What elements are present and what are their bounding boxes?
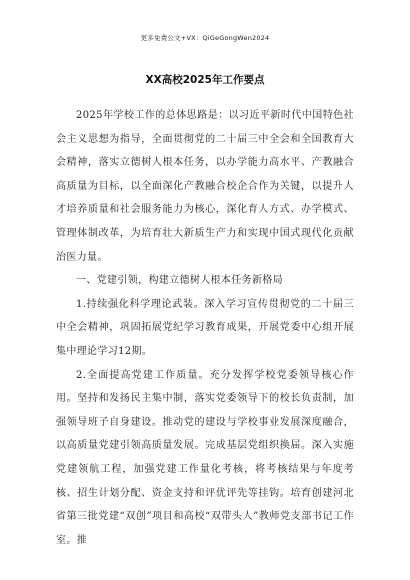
document-title: XX高校2025年工作要点 [145,74,265,86]
header-note: 更多免费公文+VX：QiGeGongWen2024 [140,34,270,42]
document-body [56,104,354,552]
item-paragraph-2: 2.全面提高党建工作质量。充分发挥学校党委领导核心作用。坚持和发扬民主集中制，落实党委领导下的校长负责制，加强领导班子自身建设。推动党的建设与学校事业发展深度融合，以高质量党建引领高质量发展。完成基层党组织换届。深入实施党建领航工程，加强党建工作量化考核，将考核结果与年度考核、招生计划分配、资金支持和评优评先等挂钩。培育创建河北省第三批党建“双创”项目和高校“双带头人”教师党支部书记工作室。推 [56,369,354,546]
item-paragraph-1: 1.持续强化科学理论武装。深入学习宣传贯彻党的二十届三中全会精神，巩固拓展党纪学习教育成果，开展党委中心组开展集中理论学习12期。 [56,298,354,357]
intro-paragraph: 2025年学校工作的总体思路是：以习近平新时代中国特色社会主义思想为指导，全面贯彻党的二十届三中全会和全国教育大会精神，落实立德树人根本任务，以办学能力高水平、产教融合高质量为目标，以全面深化产教融合校企合作为关键，以提升人才培养质量和社会服务能力为核心，深化育人方式、办学模式、管理体制改革，为培育壮大新质生产力和实现中国式现代化贡献治医力量。 [56,110,354,263]
section-heading: 一、党建引领，构建立德树人根本任务新格局 [76,275,283,287]
